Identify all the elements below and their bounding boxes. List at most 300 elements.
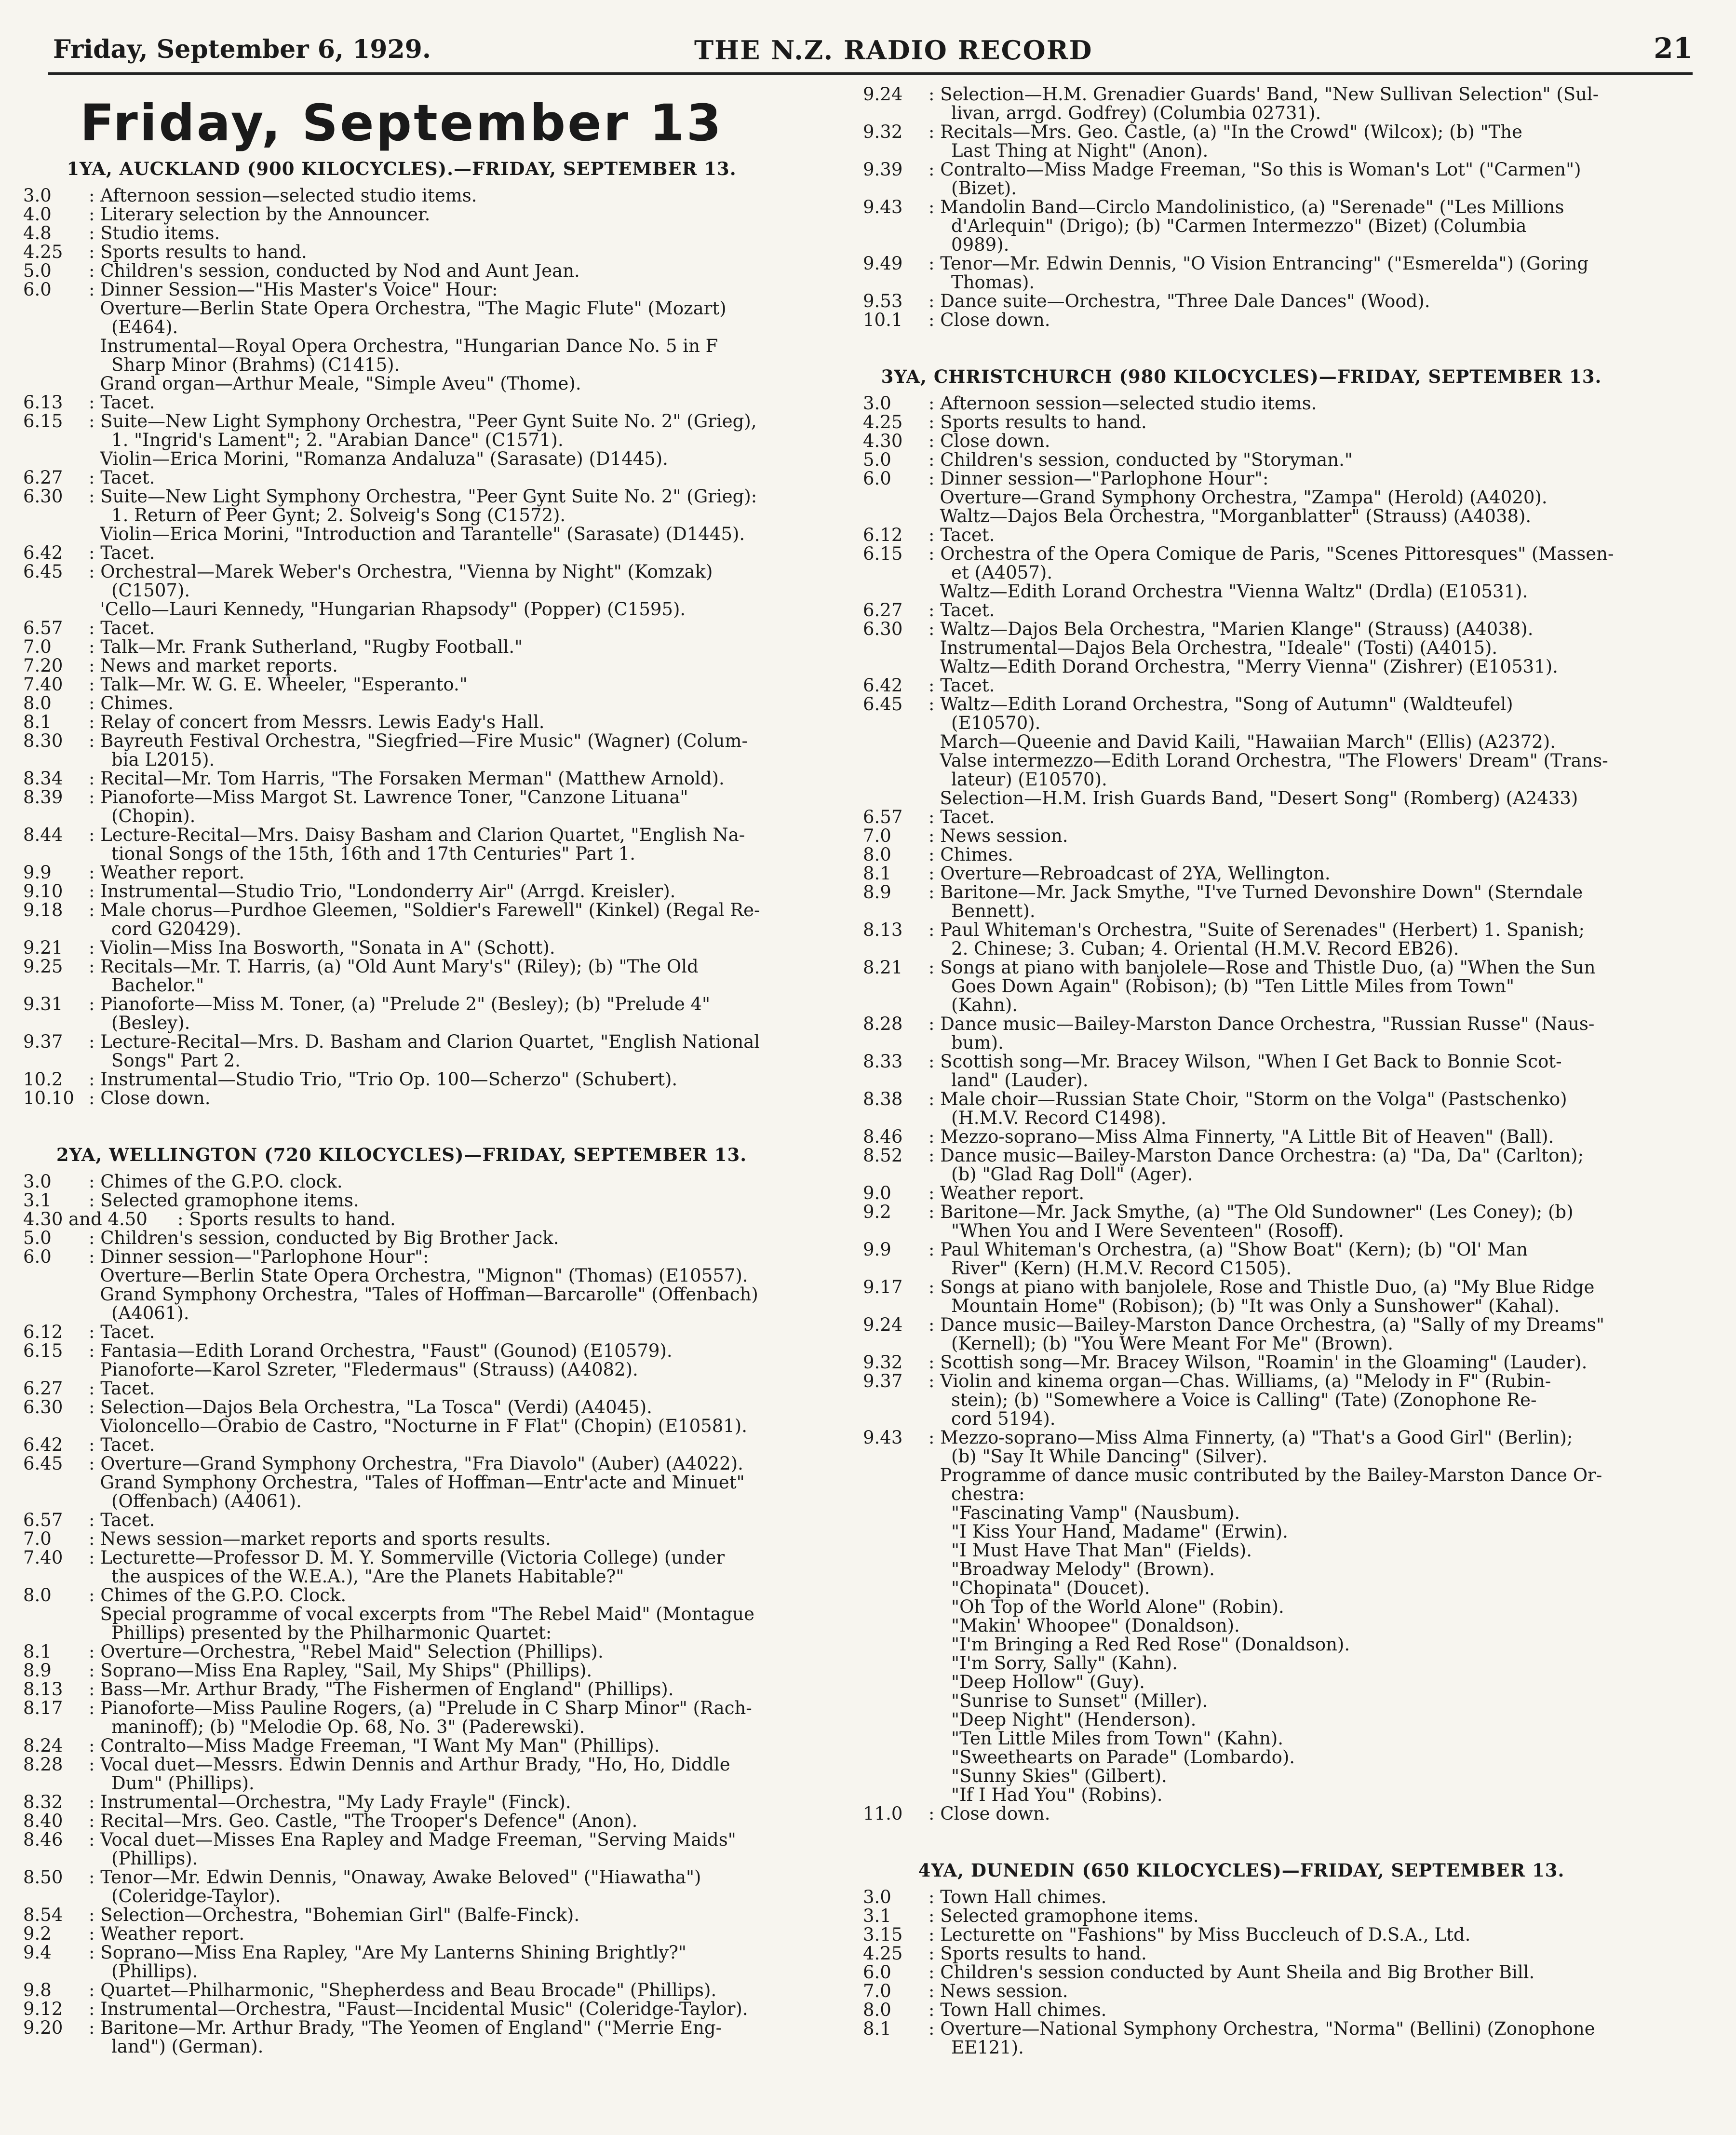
entry-text <box>929 601 1620 620</box>
entry-line: (Kernell); (b) "You Were Meant For Me" (Brown). <box>929 1333 1393 1354</box>
programme-entry <box>863 601 1620 620</box>
entry-time: 6.12 <box>23 1322 63 1342</box>
entry-text <box>89 1905 780 1924</box>
entry-line: : Fantasia—Edith Lorand Orchestra, "Faust" (Gounod) (E10579). <box>89 1340 673 1361</box>
programme-entry <box>863 1315 1620 1353</box>
entry-time: 4.8 <box>23 223 52 243</box>
entry-line: Waltz—Edith Lorand Orchestra "Vienna Waltz" (Drdla) (E10531). <box>929 581 1528 602</box>
entry-text <box>929 160 1620 198</box>
entry-time: 9.32 <box>863 122 903 142</box>
programme-entry <box>23 1924 780 1943</box>
entry-line: EE121). <box>929 2037 1024 2058</box>
programme-entry <box>23 901 780 938</box>
programme-entry <box>23 468 780 487</box>
entry-text <box>89 1793 780 1811</box>
entry-text <box>929 1982 1620 2000</box>
entry-line: : Tacet. <box>89 1322 155 1342</box>
entry-line: : Instrumental—Orchestra, "My Lady Frayle" (Finck). <box>89 1792 571 1812</box>
entry-line: : Contralto—Miss Madge Freeman, "I Want My Man" (Phillips). <box>89 1735 660 1756</box>
entry-text <box>89 1379 780 1398</box>
entry-text <box>89 788 780 825</box>
entry-line: : Lecturette—Professor D. M. Y. Sommerville (Victoria College) (under <box>89 1547 725 1568</box>
programme-entry <box>23 995 780 1032</box>
entry-line: : Dinner session—"Parlophone Hour": <box>929 468 1269 489</box>
entry-text <box>89 2000 780 2018</box>
entry-line: Phillips) presented by the Philharmonic Quartet: <box>89 1622 552 1643</box>
entry-line: : Suite—New Light Symphony Orchestra, "Peer Gynt Suite No. 2" (Grieg), <box>89 411 757 432</box>
entry-text <box>89 1548 780 1586</box>
programme-entry <box>23 1755 780 1793</box>
entry-time: 9.24 <box>863 1314 903 1335</box>
entry-text <box>89 901 780 938</box>
entry-time: 9.49 <box>863 253 903 274</box>
entry-time: 8.34 <box>23 768 63 789</box>
entry-line: land") (German). <box>89 2036 264 2057</box>
entry-text <box>89 1830 780 1868</box>
entry-text <box>177 1210 780 1229</box>
entry-line: : News and market reports. <box>89 655 338 676</box>
entry-time: 7.0 <box>23 636 52 657</box>
entry-time: 9.31 <box>23 994 63 1014</box>
entry-text <box>929 958 1620 1014</box>
entry-line: Overture—Grand Symphony Orchestra, "Zampa" (Herold) (A4020). <box>929 487 1548 508</box>
entry-line: : Afternoon session—selected studio items. <box>89 185 477 206</box>
entry-time: 8.50 <box>23 1867 63 1888</box>
entry-time: 6.0 <box>23 279 52 300</box>
entry-text <box>929 1925 1620 1944</box>
entry-line: : Instrumental—Studio Trio, "Trio Op. 100—Scherzo" (Schubert). <box>89 1069 678 1090</box>
entry-text <box>89 205 780 224</box>
entry-time: 9.37 <box>863 1371 903 1392</box>
entry-time: 3.15 <box>863 1924 903 1945</box>
entry-text <box>89 280 780 393</box>
entry-line: "Deep Hollow" (Guy). <box>929 1672 1145 1692</box>
entry-line: "Ten Little Miles from Town" (Kahn). <box>929 1728 1284 1749</box>
entry-text <box>929 122 1620 160</box>
entry-line: : Sports results to hand. <box>929 412 1147 432</box>
entry-time: 6.42 <box>863 675 903 696</box>
entry-text <box>89 1699 780 1736</box>
entry-time: 10.1 <box>863 310 903 330</box>
entry-line: Bachelor." <box>89 975 204 996</box>
programme-entry <box>23 1435 780 1454</box>
entry-text <box>89 1070 780 1089</box>
entry-line: "Sunrise to Sunset" (Miller). <box>929 1690 1208 1711</box>
programme-entry <box>863 198 1620 254</box>
entry-text <box>929 883 1620 920</box>
entry-line: : Studio items. <box>89 223 220 243</box>
entry-time: 3.1 <box>23 1190 52 1211</box>
entry-line: Overture—Berlin State Opera Orchestra, "The Magic Flute" (Mozart) <box>89 298 727 319</box>
entry-line: (Offenbach) (A4061). <box>89 1491 302 1512</box>
entry-line: : Dinner Session—"His Master's Voice" Hour: <box>89 279 498 300</box>
programme-entry <box>23 1793 780 1811</box>
entry-line: : Weather report. <box>929 1183 1085 1203</box>
entry-time: 4.25 <box>863 1943 903 1964</box>
entry-line: River" (Kern) (H.M.V. Record C1505). <box>929 1258 1292 1279</box>
entry-line: "I Kiss Your Hand, Madame" (Erwin). <box>929 1521 1288 1542</box>
entry-line: "I'm Sorry, Sally" (Kahn). <box>929 1653 1178 1674</box>
entry-line: Overture—Berlin State Opera Orchestra, "Mignon" (Thomas) (E10557). <box>89 1265 748 1286</box>
programme-entry <box>863 695 1620 808</box>
entry-text <box>929 1146 1620 1184</box>
entry-line: March—Queenie and David Kaili, "Hawaiian March" (Ellis) (A2372). <box>929 731 1556 752</box>
entry-text <box>929 469 1620 526</box>
programme-entry <box>863 311 1620 329</box>
programme-entry <box>863 1203 1620 1240</box>
entry-text <box>89 243 780 261</box>
entry-line: "If I Had You" (Robins). <box>929 1784 1163 1805</box>
programme-entry <box>863 450 1620 469</box>
entry-line: : Dance music—Bailey-Marston Dance Orchestra: (a) "Da, Da" (Carlton); <box>929 1145 1584 1166</box>
entry-text <box>929 450 1620 469</box>
entry-time: 6.30 <box>863 619 903 639</box>
entry-line: Sharp Minor (Brahms) (C1415). <box>89 354 400 375</box>
entry-text <box>89 637 780 656</box>
entry-line: : Pianoforte—Miss M. Toner, (a) "Prelude 2" (Besley); (b) "Prelude 4" <box>89 994 711 1014</box>
entry-text <box>89 1661 780 1680</box>
programme-entry <box>23 619 780 637</box>
entry-line: Programme of dance music contributed by the Bailey-Marston Dance Or- <box>929 1465 1602 1486</box>
entry-line: "I Must Have That Man" (Fields). <box>929 1540 1252 1561</box>
entry-line: (H.M.V. Record C1498). <box>929 1108 1167 1128</box>
entry-text <box>929 526 1620 544</box>
station-heading: 3YA, CHRISTCHURCH (980 KILOCYCLES)—FRIDAY, SEPTEMBER 13. <box>881 366 1602 387</box>
entry-time: 9.43 <box>863 1427 903 1448</box>
entry-line: Bennett). <box>929 901 1036 921</box>
entry-time: 8.32 <box>23 1792 63 1812</box>
entry-time: 4.25 <box>863 412 903 432</box>
entry-text <box>929 1428 1620 1804</box>
entry-time: 4.25 <box>23 242 63 262</box>
entry-line: : Talk—Mr. W. G. E. Wheeler, "Esperanto." <box>89 674 468 695</box>
entry-line: : Children's session, conducted by Big Brother Jack. <box>89 1228 559 1248</box>
entry-line: : Songs at piano with banjolele, Rose and Thistle Duo, (a) "My Blue Ridge <box>929 1277 1595 1297</box>
entry-text <box>929 1372 1620 1428</box>
programme-entry <box>23 1943 780 1981</box>
programme-entry <box>23 825 780 863</box>
entry-time: 8.24 <box>23 1735 63 1756</box>
entry-line: : Paul Whiteman's Orchestra, (a) "Show Boat" (Kern); (b) "Ol' Man <box>929 1239 1528 1260</box>
programme-entry <box>863 676 1620 695</box>
programme-entry <box>863 1982 1620 2000</box>
programme-entry <box>23 1548 780 1586</box>
entry-line: : Tacet. <box>929 600 995 621</box>
entry-line: : Scottish song—Mr. Bracey Wilson, "Roamin' in the Gloaming" (Lauder). <box>929 1352 1588 1373</box>
programme-entry <box>23 1586 780 1642</box>
entry-line: bia L2015). <box>89 749 215 770</box>
entry-line: Songs" Part 2. <box>89 1050 241 1071</box>
programme-entry <box>23 713 780 731</box>
entry-text <box>929 676 1620 695</box>
programme-entry <box>23 1341 780 1379</box>
programme-entry <box>23 1070 780 1089</box>
programme-entry <box>23 788 780 825</box>
entry-text <box>89 412 780 468</box>
entry-line: : Scottish song—Mr. Bracey Wilson, "When I Get Back to Bonnie Scot- <box>929 1051 1562 1072</box>
entry-line: Waltz—Edith Dorand Orchestra, "Merry Vienna" (Zishrer) (E10531). <box>929 656 1558 677</box>
entry-text <box>929 845 1620 864</box>
programme-entry <box>863 1944 1620 1963</box>
programme-entry <box>23 205 780 224</box>
entry-time: 9.37 <box>23 1031 63 1052</box>
programme-entry <box>23 731 780 769</box>
entry-line: : Lecture-Recital—Mrs. Daisy Basham and Clarion Quartet, "English Na- <box>89 824 745 845</box>
entry-time: 8.9 <box>23 1660 52 1681</box>
programme-entry <box>863 1278 1620 1315</box>
programme-entry <box>863 1127 1620 1146</box>
entry-line: : Selected gramophone items. <box>929 1905 1199 1926</box>
entry-line: "Chopinata" (Doucet). <box>929 1578 1150 1598</box>
entry-line: : Instrumental—Studio Trio, "Londonderry Air" (Arrgd. Kreisler). <box>89 881 676 902</box>
entry-line: (b) "Glad Rag Doll" (Ager). <box>929 1164 1193 1185</box>
section-gap <box>863 329 1620 356</box>
programme-entry <box>23 656 780 675</box>
entry-line: : Overture—Orchestra, "Rebel Maid" Selection (Phillips). <box>89 1641 604 1662</box>
entry-time: 6.0 <box>23 1246 52 1267</box>
entry-line: : Children's session, conducted by Nod and Aunt Jean. <box>89 260 580 281</box>
entry-line: 0989). <box>929 234 1009 255</box>
entry-line: : Baritone—Mr. Arthur Brady, "The Yeomen of England" ("Merrie Eng- <box>89 2017 722 2038</box>
entry-line: Last Thing at Night" (Anon). <box>929 140 1209 161</box>
programme-entry <box>863 85 1620 122</box>
entry-line: "Oh Top of the World Alone" (Robin). <box>929 1596 1284 1617</box>
entry-line: : Mandolin Band—Circlo Mandolinistico, (a) "Serenade" ("Les Millions <box>929 197 1564 217</box>
programme-entry <box>23 393 780 412</box>
programme-entry <box>23 280 780 393</box>
entry-line: : Baritone—Mr. Jack Smythe, "I've Turned Devonshire Down" (Sterndale <box>929 882 1583 903</box>
entry-line: (Coleridge-Taylor). <box>89 1886 281 1906</box>
programme-entry <box>863 1372 1620 1428</box>
programme-entry <box>23 1981 780 2000</box>
entry-line: : Dance music—Bailey-Marston Dance Orchestra, (a) "Sally of my Dreams" <box>929 1314 1605 1335</box>
entry-time: 6.13 <box>23 392 63 413</box>
programme-entry <box>863 1240 1620 1278</box>
entry-line: "I'm Bringing a Red Red Rose" (Donaldson). <box>929 1634 1350 1655</box>
entry-time: 8.0 <box>863 844 891 865</box>
entry-text <box>89 1398 780 1435</box>
entry-text <box>89 393 780 412</box>
programme-entry <box>863 1184 1620 1203</box>
entry-text <box>929 1090 1620 1127</box>
entry-line: (Phillips). <box>89 1848 198 1869</box>
entry-time: 7.0 <box>23 1528 52 1549</box>
entry-line: : Pianoforte—Miss Pauline Rogers, (a) "Prelude in C Sharp Minor" (Rach- <box>89 1698 752 1718</box>
entry-time: 3.0 <box>23 185 52 206</box>
programme-entry <box>863 1014 1620 1052</box>
programme-entry <box>863 1090 1620 1127</box>
programme-entry <box>863 394 1620 413</box>
issue-date: Friday, September 6, 1929. <box>53 35 431 64</box>
entry-text <box>89 1323 780 1341</box>
entry-text <box>929 695 1620 808</box>
entry-line: : Close down. <box>929 431 1050 451</box>
programme-entry <box>23 1529 780 1548</box>
entry-time: 6.12 <box>863 525 903 545</box>
entry-line: : Waltz—Edith Lorand Orchestra, "Song of Autumn" (Waldteufel) <box>929 694 1513 715</box>
programme-entry <box>23 1736 780 1755</box>
entry-time: 8.38 <box>863 1089 903 1109</box>
entry-line: cord G20429). <box>89 919 242 939</box>
entry-line: (Phillips). <box>89 1961 198 1982</box>
entry-time: 8.46 <box>863 1126 903 1147</box>
entry-line: Violoncello—Orabio de Castro, "Nocturne in F Flat" (Chopin) (E10581). <box>89 1416 747 1436</box>
entry-time: 8.54 <box>23 1905 63 1925</box>
entry-time: 11.0 <box>863 1803 903 1824</box>
entry-time: 5.0 <box>23 260 52 281</box>
programme-entry <box>23 1868 780 1905</box>
programme-entry <box>863 920 1620 958</box>
programme-entry <box>863 620 1620 676</box>
programme-entry <box>863 845 1620 864</box>
entry-line: : Suite—New Light Symphony Orchestra, "Peer Gynt Suite No. 2" (Grieg): <box>89 486 757 507</box>
entry-line: : Children's session conducted by Aunt Sheila and Big Brother Bill. <box>929 1962 1535 1983</box>
entry-text <box>89 543 780 562</box>
programme-entry <box>23 1229 780 1247</box>
entry-text <box>929 198 1620 254</box>
entry-line: 2. Chinese; 3. Cuban; 4. Oriental (H.M.V. Record EB26). <box>929 938 1459 959</box>
programme-entry <box>863 1052 1620 1090</box>
programme-entry <box>23 694 780 713</box>
programme-entry <box>23 186 780 205</box>
entry-time: 6.45 <box>863 694 903 715</box>
entry-line: Grand organ—Arthur Meale, "Simple Aveu" (Thome). <box>89 373 581 394</box>
entry-time: 8.1 <box>863 863 891 884</box>
entry-text <box>929 1052 1620 1090</box>
entry-line: Pianoforte—Karol Szreter, "Fledermaus" (Strauss) (A4082). <box>89 1359 638 1380</box>
entry-line: : Recitals—Mrs. Geo. Castle, (a) "In the Crowd" (Wilcox); (b) "The <box>929 122 1522 142</box>
entry-text <box>89 656 780 675</box>
entry-time: 8.1 <box>23 1641 52 1662</box>
entry-line: : Tacet. <box>89 392 155 413</box>
programme-entry <box>863 254 1620 292</box>
programme-entry <box>23 543 780 562</box>
entry-text <box>89 713 780 731</box>
programme-entry <box>23 637 780 656</box>
programme-entry <box>23 675 780 694</box>
entry-line: cord 5194). <box>929 1408 1056 1429</box>
programme-entry <box>23 1032 780 1070</box>
entry-line: : Talk—Mr. Frank Sutherland, "Rugby Football." <box>89 636 523 657</box>
entry-line: livan, arrgd. Godfrey) (Columbia 02731). <box>929 103 1321 123</box>
programme-entry <box>863 469 1620 526</box>
entry-time: 8.1 <box>863 2018 891 2039</box>
entry-line: (Besley). <box>89 1013 190 1033</box>
entry-line: "When You and I Were Seventeen" (Rosoff). <box>929 1220 1344 1241</box>
entry-text <box>89 1191 780 1210</box>
entry-time: 9.2 <box>863 1202 891 1222</box>
entry-time: 8.0 <box>23 1585 52 1606</box>
entry-line: : Lecturette on "Fashions" by Miss Buccleuch of D.S.A., Ltd. <box>929 1924 1471 1945</box>
station-heading: 4YA, DUNEDIN (650 KILOCYCLES)—FRIDAY, SEPTEMBER 13. <box>918 1860 1565 1881</box>
entry-line: : Tacet. <box>89 1434 155 1455</box>
programme-entry <box>23 1191 780 1210</box>
entry-line: (A4061). <box>89 1303 189 1324</box>
entry-line: : Orchestral—Marek Weber's Orchestra, "Vienna by Night" (Komzak) <box>89 561 713 582</box>
entry-text <box>929 85 1620 122</box>
entry-line: : Bayreuth Festival Orchestra, "Siegfried—Fire Music" (Wagner) (Colum- <box>89 730 748 751</box>
entry-line: Violin—Erica Morini, "Introduction and Tarantelle" (Sarasate) (D1445). <box>89 524 745 544</box>
entry-text <box>929 1315 1620 1353</box>
entry-time: 9.24 <box>863 84 903 105</box>
entry-text <box>929 1944 1620 1963</box>
entry-line: "Fascinating Vamp" (Nausbum). <box>929 1502 1240 1523</box>
entry-time: 7.20 <box>23 655 63 676</box>
programme-entry <box>23 863 780 882</box>
section-gap <box>863 1823 1620 1850</box>
entry-time: 8.30 <box>23 730 63 751</box>
entry-time: 8.0 <box>863 2000 891 2020</box>
entry-line: : Quartet—Philharmonic, "Shepherdess and Beau Brocade" (Phillips). <box>89 1980 717 2000</box>
entry-line: Thomas). <box>929 272 1035 293</box>
entry-line: : Tacet. <box>89 467 155 488</box>
entry-line: : Dinner session—"Parlophone Hour": <box>89 1246 429 1267</box>
entry-line: Special programme of vocal excerpts from "The Rebel Maid" (Montague <box>89 1604 754 1624</box>
entry-line: "Sunny Skies" (Gilbert). <box>929 1766 1167 1786</box>
entry-time: 9.2 <box>23 1923 52 1944</box>
entry-time: 6.45 <box>23 561 63 582</box>
entry-line: : Selection—Dajos Bela Orchestra, "La Tosca" (Verdi) (A4045). <box>89 1397 652 1418</box>
day-heading: Friday, September 13 <box>80 94 723 152</box>
entry-time: 3.1 <box>863 1905 891 1926</box>
entry-line: : Tacet. <box>929 807 995 827</box>
entry-text <box>929 1127 1620 1146</box>
entry-line: : Selection—Orchestra, "Bohemian Girl" (Balfe-Finck). <box>89 1905 580 1925</box>
entry-text <box>89 825 780 863</box>
programme-entry <box>23 1247 780 1323</box>
entry-text <box>929 1203 1620 1240</box>
entry-text <box>929 620 1620 676</box>
entry-time: 9.10 <box>23 881 63 902</box>
entry-line: : Soprano—Miss Ena Rapley, "Are My Lanterns Shining Brightly?" <box>89 1942 686 1963</box>
entry-line: : Violin and kinema organ—Chas. Williams, (a) "Melody in F" (Rubin- <box>929 1371 1551 1392</box>
entry-text <box>89 1981 780 2000</box>
entry-line: Instrumental—Royal Opera Orchestra, "Hungarian Dance No. 5 in F <box>89 336 718 356</box>
entry-text <box>929 1184 1620 1203</box>
entry-time: 6.30 <box>23 1397 63 1418</box>
programme-entry <box>863 1925 1620 1944</box>
entry-line: tional Songs of the 15th, 16th and 17th Centuries" Part 1. <box>89 843 636 864</box>
entry-text <box>89 1529 780 1548</box>
programme-entry <box>23 1089 780 1108</box>
entry-time: 8.33 <box>863 1051 903 1072</box>
programme-entry <box>863 864 1620 883</box>
entry-time: 8.1 <box>23 712 52 732</box>
programme-entry <box>863 1963 1620 1982</box>
entry-text <box>89 1868 780 1905</box>
programme-entry <box>23 1398 780 1435</box>
entry-line: : Chimes. <box>929 844 1013 865</box>
programme-entry <box>23 938 780 957</box>
programme-entry <box>863 883 1620 920</box>
entry-time: 7.0 <box>863 825 891 846</box>
entry-line: "Sweethearts on Parade" (Lombardo). <box>929 1747 1295 1768</box>
entry-time: 8.40 <box>23 1811 63 1831</box>
entry-text <box>89 957 780 995</box>
entry-text <box>89 562 780 619</box>
entry-time: 8.0 <box>23 693 52 714</box>
entry-text <box>929 413 1620 432</box>
entry-line: : Children's session, conducted by "Storyman." <box>929 449 1353 470</box>
entry-text <box>89 2018 780 2056</box>
entry-line: : Tenor—Mr. Edwin Dennis, "O Vision Entrancing" ("Esmerelda") (Goring <box>929 253 1589 274</box>
entry-time: 6.15 <box>23 411 63 432</box>
newspaper-title: THE N.Z. RADIO RECORD <box>694 35 1093 66</box>
entry-line: (Bizet). <box>929 178 1017 199</box>
entry-text <box>89 487 780 543</box>
entry-text <box>929 1906 1620 1925</box>
entry-line: : Vocal duet—Messrs. Edwin Dennis and Arthur Brady, "Ho, Ho, Diddle <box>89 1754 730 1775</box>
